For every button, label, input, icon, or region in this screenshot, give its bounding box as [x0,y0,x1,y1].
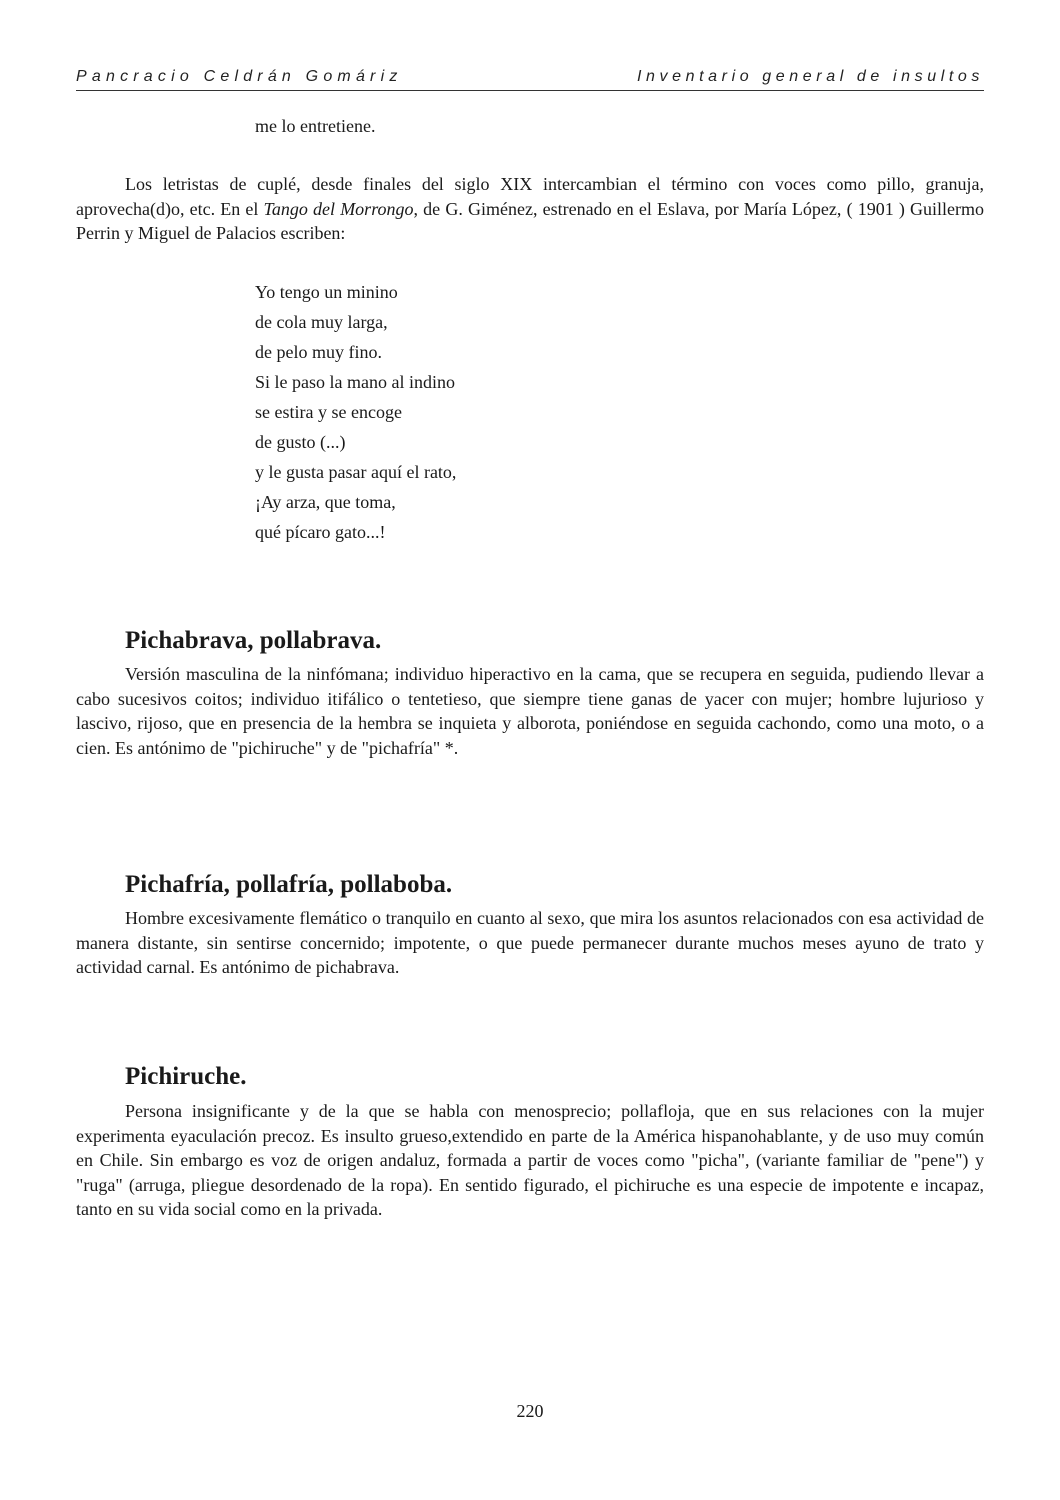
poem-continuation-line: me lo entretiene. [255,116,376,136]
poem-line: Yo tengo un minino [255,282,398,302]
poem-line: y le gusta pasar aquí el rato, [255,462,457,482]
running-header [76,66,984,91]
poem-block [255,280,456,550]
header-book-title: Inventario general de insultos [636,68,984,85]
work-title: Tango del Morrongo [263,198,414,219]
intro-text-part1: Los letristas de cuplé, desde finales del siglo XIX intercambian el término con voces como pillo, granuja, aprovecha(d)o, etc. En el [76,174,984,219]
header-author: Pancracio Celdrán Gomáriz [76,68,403,85]
intro-paragraph [76,172,984,246]
entry-text-pichabrava: Versión masculina de la ninfómana; individuo hiperactivo en la cama, que se recupera en seguida, pudiendo llevar a cabo sucesivos coitos; individuo itifálico o tentetieso, que siempre tiene ganas de yacer con mujer; hombre lujurioso y lascivo, rijoso, que en presencia de la hembra se inquieta y alborota, poniéndose en seguida cachondo, como una moto, o a cien. Es antónimo de "pichiruche" y de "pichafría" *. [76,664,984,758]
poem-line: qué pícaro gato...! [255,522,386,542]
poem-line: ¡Ay arza, que toma, [255,492,396,512]
entry-text-pichafria: Hombre excesivamente flemático o tranquilo en cuanto al sexo, que mira los asuntos relacionados con esa actividad de manera distante, sin sentirse concernido; impotente, o que puede permanecer durante muchos meses ayuno de trato y actividad carnal. Es antónimo de pichabrava. [76,908,984,977]
poem-line: de pelo muy fino. [255,342,382,362]
entry-heading-pichafria: Pichafría, pollafría, pollaboba. [125,871,453,898]
entry-heading-pichiruche: Pichiruche. [125,1063,247,1090]
entry-heading-pichabrava: Pichabrava, pollabrava. [125,627,382,654]
poem-line: se estira y se encoge [255,402,402,422]
poem-line: Si le paso la mano al indino [255,372,455,392]
entry-text-pichiruche: Persona insignificante y de la que se habla con menosprecio; pollafloja, que en sus relaciones con la mujer experimenta eyaculación precoz. Es insulto grueso,extendido en parte de la América hispanohablante, y de uso muy común en Chile. Sin embargo es voz de origen andaluz, formada a partir de voces como "picha", (variante familiar de "pene") y "ruga" (arruga, pliegue desordenado de la ropa). En sentido figurado, el pichiruche es una especie de impotente e incapaz, tanto en su vida social como en la privada. [76,1101,984,1219]
intro-text-part2: , de G. Giménez, estrenado en el Eslava, por María López, ( 1901 ) Guillermo Perrin y Miguel de Palacios escriben: [76,198,985,243]
poem-line: de gusto (...) [255,432,346,452]
poem-line: de cola muy larga, [255,312,388,332]
page-number: 220 [516,1401,544,1421]
